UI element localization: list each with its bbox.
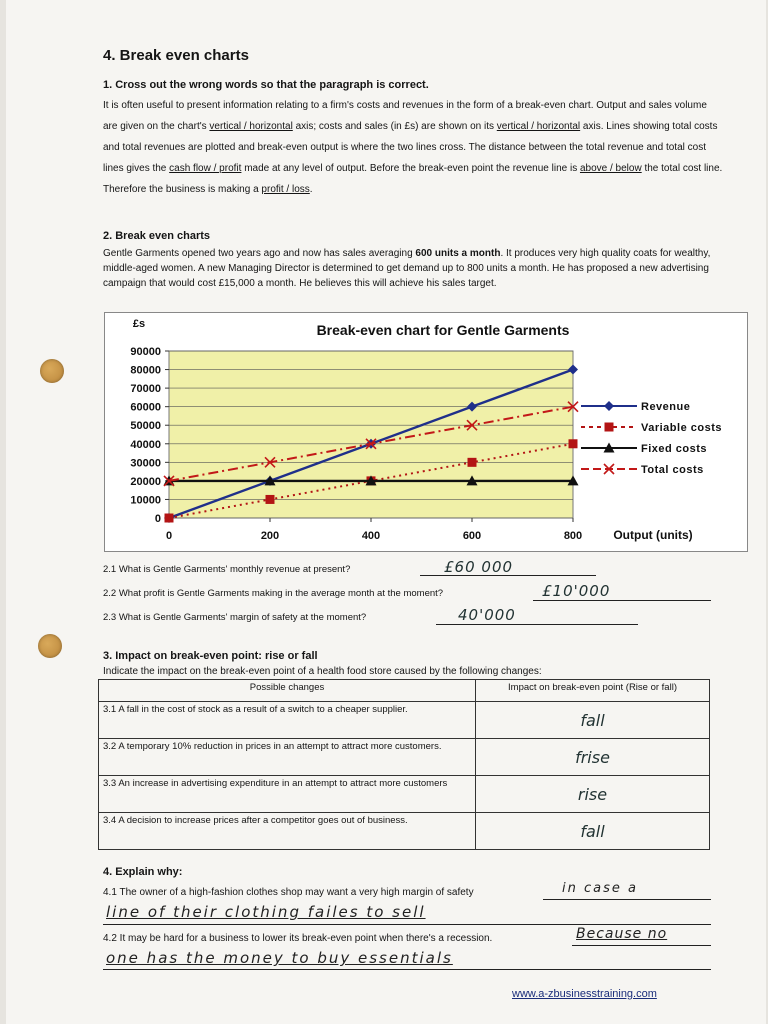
change-cell: 3.3 An increase in advertising expenditure in an attempt to attract more customers bbox=[99, 776, 476, 813]
q2-title: 2. Break even charts bbox=[103, 230, 211, 242]
x-tick-label: 600 bbox=[462, 530, 482, 542]
q42-answer-part2: one has the money to buy essentials bbox=[106, 949, 453, 967]
answer-line bbox=[103, 969, 711, 970]
q23-answer: 40'000 bbox=[458, 606, 516, 624]
x-tick-label: 0 bbox=[165, 530, 173, 542]
q4-title: 4. Explain why: bbox=[103, 866, 183, 878]
table-row bbox=[99, 739, 710, 776]
q3-title: 3. Impact on break-even point: rise or fall bbox=[103, 650, 318, 662]
answer-line bbox=[572, 945, 711, 946]
y-axis-label: £s bbox=[132, 318, 146, 330]
footer-link[interactable]: www.a-zbusinesstraining.com bbox=[512, 988, 657, 1000]
q1-paragraph: It is often useful to present information relating to a firm's costs and revenues in the form of a break-even chart. Output and sales volume are given on the chart's vertical / horizontal axis; costs and sales (in £s) are shown on its vertical / horizontal axis. Lines showing total costs and total revenues are plotted and break-even output is where the two lines cross. The distance between the total revenue and total cost lines gives the cash flow / profit made at any level of output. Before the break-even point the revenue line is above / below the total cost line. Therefore the business is making a profit / loss. bbox=[103, 100, 723, 195]
q2-text: Gentle Garments opened two years ago and now has sales averaging 600 units a month. It produces very high quality coats for wealthy, middle-aged women. A new Managing Director is determined to get demand up to 800 units a month. He has proposed a new advertising campaign that would cost £15,000 a month. He believes this will achieve his sales target. bbox=[103, 248, 711, 289]
impact-answer-cell: rise bbox=[476, 776, 710, 813]
impact-answer-cell: fall bbox=[476, 702, 710, 739]
data-point-variable-costs bbox=[569, 439, 578, 448]
y-tick-label: 40000 bbox=[130, 438, 161, 451]
break-even-chart bbox=[104, 312, 748, 552]
y-tick-label: 50000 bbox=[130, 420, 161, 433]
y-tick-label: 70000 bbox=[130, 383, 161, 396]
y-tick-label: 20000 bbox=[130, 475, 161, 488]
q41-answer-part1: in case a bbox=[562, 881, 638, 896]
x-axis-label: Output (units) bbox=[613, 528, 693, 542]
x-tick-label: 800 bbox=[563, 530, 583, 542]
chart-title: Break-even chart for Gentle Garments bbox=[316, 322, 570, 338]
y-tick-label: 90000 bbox=[130, 346, 161, 358]
legend-label-variable-costs: Variable costs bbox=[641, 422, 722, 434]
legend-marker-variable-costs bbox=[605, 423, 614, 432]
plot-area bbox=[169, 351, 573, 518]
q23-text: 2.3 What is Gentle Garments' margin of safety at the moment? bbox=[103, 612, 367, 623]
worksheet-page bbox=[6, 0, 766, 1024]
q21-text: 2.1 What is Gentle Garments' monthly revenue at present? bbox=[103, 564, 351, 575]
y-tick-label: 0 bbox=[154, 513, 161, 525]
table-row bbox=[99, 776, 710, 813]
impact-answer-cell: frise bbox=[476, 739, 710, 776]
change-cell: 3.1 A fall in the cost of stock as a result of a switch to a cheaper supplier. bbox=[99, 702, 476, 739]
q21-answer: £60 000 bbox=[444, 558, 514, 576]
q1-title: 1. Cross out the wrong words so that the paragraph is correct. bbox=[103, 79, 429, 91]
change-cell: 3.2 A temporary 10% reduction in prices in an attempt to attract more customers. bbox=[99, 739, 476, 776]
legend-label-fixed-costs: Fixed costs bbox=[641, 443, 708, 455]
q22-answer: £10'000 bbox=[542, 582, 611, 600]
answer-line bbox=[533, 600, 711, 601]
column-header: Impact on break-even point (Rise or fall) bbox=[476, 680, 710, 702]
punch-hole bbox=[38, 634, 62, 658]
q42-text: 4.2 It may be hard for a business to lower its break-even point when there's a recession. bbox=[103, 933, 493, 944]
y-tick-label: 10000 bbox=[130, 494, 161, 507]
data-point-variable-costs bbox=[468, 458, 477, 467]
x-tick-label: 400 bbox=[361, 530, 381, 542]
impact-table bbox=[98, 679, 710, 850]
y-tick-label: 30000 bbox=[130, 457, 161, 470]
table-row bbox=[99, 702, 710, 739]
column-header: Possible changes bbox=[99, 680, 476, 702]
x-tick-label: 200 bbox=[260, 530, 280, 542]
legend-label-revenue: Revenue bbox=[641, 401, 691, 413]
table-header-row bbox=[99, 680, 710, 702]
legend-marker-revenue bbox=[604, 401, 614, 411]
q41-answer-part2: line of their clothing failes to sell bbox=[106, 903, 426, 921]
answer-line bbox=[103, 924, 711, 925]
punch-hole bbox=[40, 359, 64, 383]
y-tick-label: 60000 bbox=[130, 401, 161, 414]
data-point-variable-costs bbox=[266, 495, 275, 504]
impact-answer-cell: fall bbox=[476, 813, 710, 850]
change-cell: 3.4 A decision to increase prices after a competitor goes out of business. bbox=[99, 813, 476, 850]
section-title: 4. Break even charts bbox=[103, 47, 249, 64]
q3-subtitle: Indicate the impact on the break-even point of a health food store caused by the following changes: bbox=[103, 666, 542, 677]
q41-text: 4.1 The owner of a high-fashion clothes shop may want a very high margin of safety bbox=[103, 887, 474, 898]
y-tick-label: 80000 bbox=[130, 364, 161, 377]
answer-line bbox=[543, 899, 711, 900]
q22-text: 2.2 What profit is Gentle Garments making in the average month at the moment? bbox=[103, 588, 444, 599]
data-point-variable-costs bbox=[165, 514, 174, 523]
q42-answer-part1: Because no bbox=[576, 926, 668, 942]
legend-label-total-costs: Total costs bbox=[641, 464, 704, 476]
answer-line bbox=[436, 624, 638, 625]
chart-svg bbox=[105, 313, 747, 551]
table-row bbox=[99, 813, 710, 850]
